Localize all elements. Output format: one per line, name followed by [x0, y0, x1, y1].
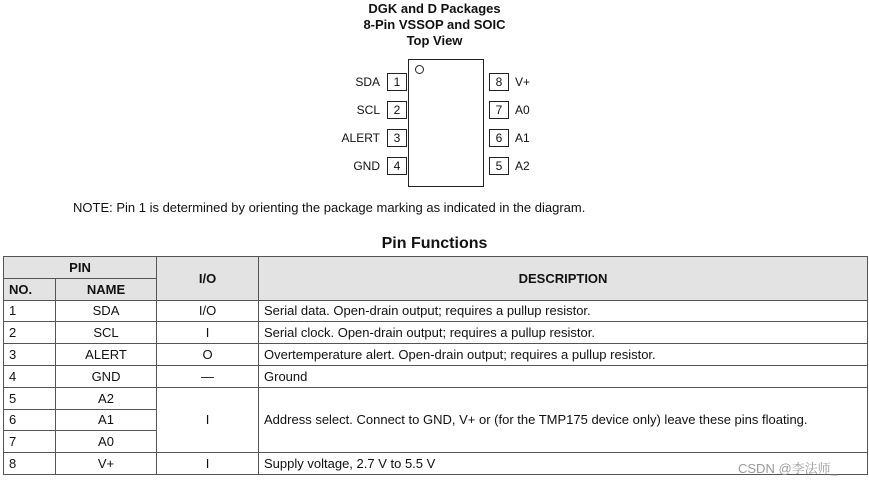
cell-no: 5	[4, 387, 56, 409]
cell-name: A0	[56, 431, 157, 453]
pin-number-6: 6	[489, 129, 509, 147]
package-title-line-2: 8-Pin VSSOP and SOIC	[363, 17, 506, 32]
header-pin: PIN	[4, 257, 157, 279]
header-name: NAME	[56, 278, 157, 300]
pin1-marker-icon	[415, 65, 424, 74]
cell-description: Overtemperature alert. Open-drain output; requires a pullup resistor.	[259, 344, 868, 366]
cell-name: SDA	[56, 300, 157, 322]
cell-io: O	[157, 344, 259, 366]
package-title-line-1: DGK and D Packages	[368, 1, 501, 16]
cell-no: 3	[4, 344, 56, 366]
pin-label-scl: SCL	[356, 103, 380, 117]
pin-number-3: 3	[387, 129, 407, 147]
pin-label-vplus: V+	[515, 75, 531, 89]
cell-name: A2	[56, 387, 157, 409]
header-description: DESCRIPTION	[259, 257, 868, 301]
pin-label-alert: ALERT	[341, 131, 380, 145]
pin-number-1: 1	[387, 73, 407, 91]
cell-name: SCL	[56, 322, 157, 344]
header-no: NO.	[4, 278, 56, 300]
cell-io: I/O	[157, 300, 259, 322]
table-title: Pin Functions	[381, 235, 488, 252]
watermark: CSDN @李法师_	[738, 461, 838, 476]
table-row	[4, 344, 868, 366]
pin-number-7: 7	[489, 101, 509, 119]
cell-no: 7	[4, 431, 56, 453]
pin-label-a2: A2	[515, 159, 530, 173]
cell-no: 6	[4, 409, 56, 431]
cell-name: V+	[56, 453, 157, 475]
cell-no: 2	[4, 322, 56, 344]
cell-description: Serial clock. Open-drain output; requires a pullup resistor.	[259, 322, 868, 344]
cell-name: ALERT	[56, 344, 157, 366]
cell-name: GND	[56, 365, 157, 387]
cell-no: 4	[4, 365, 56, 387]
cell-description: Ground	[259, 365, 868, 387]
pin-label-a1: A1	[515, 131, 530, 145]
pin-number-8: 8	[489, 73, 509, 91]
pin-number-4: 4	[387, 157, 407, 175]
table-row	[4, 300, 868, 322]
table-row	[4, 365, 868, 387]
package-title	[0, 1, 869, 49]
package-title-line-3: Top View	[406, 33, 463, 48]
cell-io: I	[157, 387, 259, 452]
chip-body	[408, 59, 484, 187]
diagram-note: NOTE: Pin 1 is determined by orienting the package marking as indicated in the diagram.	[73, 200, 586, 215]
cell-description: Supply voltage, 2.7 V to 5.5 V	[259, 453, 868, 475]
table-header-row	[4, 257, 868, 279]
pin-label-a0: A0	[515, 103, 530, 117]
header-io: I/O	[157, 257, 259, 301]
cell-name: A1	[56, 409, 157, 431]
pin-label-gnd: GND	[353, 159, 380, 173]
cell-io: —	[157, 365, 259, 387]
pin-functions-table	[3, 256, 868, 475]
cell-description: Serial data. Open-drain output; requires a pullup resistor.	[259, 300, 868, 322]
pin-number-5: 5	[489, 157, 509, 175]
cell-io: I	[157, 322, 259, 344]
pin-label-sda: SDA	[355, 75, 380, 89]
pin-number-2: 2	[387, 101, 407, 119]
cell-description: Address select. Connect to GND, V+ or (for the TMP175 device only) leave these pins floating.	[259, 387, 868, 452]
cell-io: I	[157, 453, 259, 475]
table-row	[4, 322, 868, 344]
cell-no: 1	[4, 300, 56, 322]
table-row	[4, 387, 868, 409]
cell-no: 8	[4, 453, 56, 475]
